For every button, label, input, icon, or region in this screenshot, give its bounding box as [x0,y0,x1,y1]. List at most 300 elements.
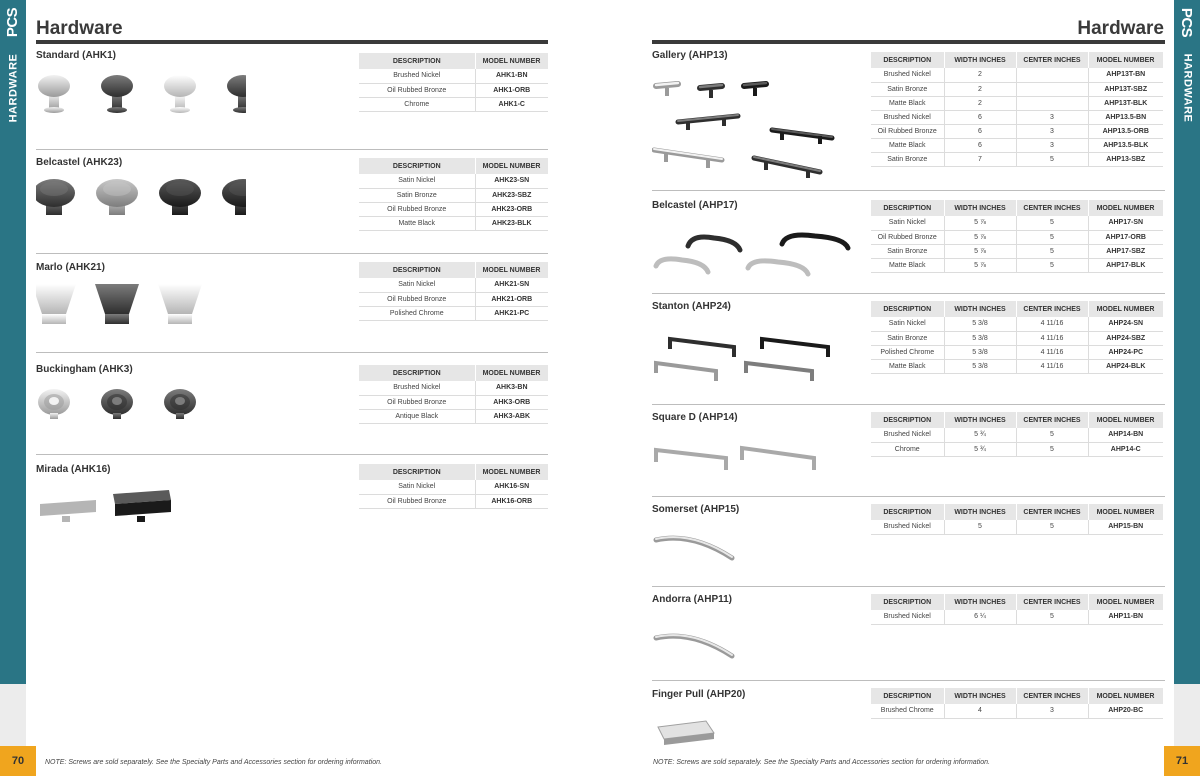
table-cell: Satin Nickel [871,216,944,230]
table-cell: 5 [1016,610,1088,624]
pull-image [742,448,814,470]
product-name: Andorra (AHP11) [652,594,733,605]
knob-image [36,179,75,215]
product-name: Belcastel (AHP17) [652,200,738,211]
table-cell: Brushed Nickel [359,69,475,83]
pull-image [746,363,812,381]
table-cell: 3 [1016,138,1088,152]
column-header: WIDTH INCHES [944,504,1016,520]
spec-table [871,688,1164,719]
product-name: Somerset (AHP15) [652,504,740,515]
table-header-row [359,464,548,480]
column-header: MODEL NUMBER [1088,688,1163,704]
column-header: MODEL NUMBER [475,158,548,174]
column-header: MODEL NUMBER [1088,504,1163,520]
spec-table [359,53,549,112]
knob-image [158,284,202,324]
table-cell: Brushed Nickel [359,381,475,395]
table-cell: AHK1-BN [475,69,548,83]
table-cell: 7 [944,152,1016,166]
side-label: HARDWARE [7,53,19,123]
table-cell: Oil Rubbed Bronze [871,230,944,244]
header-rule [652,40,1165,44]
pull-image [656,259,708,272]
column-header: MODEL NUMBER [1088,200,1163,216]
table-row [359,306,548,320]
page-number-left: 70 [0,746,36,776]
table-cell: AHP13.5-BN [1088,110,1163,124]
section-title [36,50,116,61]
table-row [359,202,548,216]
table-header-row [359,365,548,381]
table-cell: AHP11-BN [1088,610,1163,624]
column-header: DESCRIPTION [871,412,944,428]
table-row [871,138,1163,152]
table-cell: 2 [944,82,1016,96]
pull-image [754,157,820,178]
table-cell: Brushed Nickel [871,428,944,442]
section-divider [652,190,1165,191]
table-row [359,381,548,395]
column-header: WIDTH INCHES [944,688,1016,704]
table-cell: 5 [1016,428,1088,442]
knob-rect-product-images [36,480,246,560]
product-name: Standard (AHK1) [36,50,117,61]
product-name: Finger Pull (AHP20) [652,689,746,700]
table-cell: Antique Black [359,409,475,423]
table-row [871,230,1163,244]
table-row [359,97,548,111]
table-cell: Matte Black [871,258,944,272]
table-cell: Oil Rubbed Bronze [359,292,475,306]
table-cell: Satin Bronze [871,82,944,96]
knob-image [38,389,70,419]
section-title [652,301,731,312]
pull-image [656,83,678,96]
table-cell: Matte Black [871,138,944,152]
table-cell: 5 [1016,244,1088,258]
table-row [871,96,1163,110]
table-row [359,83,548,97]
table-cell: 5 ⅞ [944,244,1016,258]
table-cell: Satin Nickel [359,174,475,188]
column-header: DESCRIPTION [871,688,944,704]
table-cell: Satin Nickel [359,480,475,494]
knob-image [113,490,171,522]
table-cell: Satin Bronze [871,331,944,345]
table-cell: AHP13T-BN [1088,68,1163,82]
knob-round-product-images [36,66,246,146]
table-cell: AHP24-SBZ [1088,331,1163,345]
table-cell: 4 11/16 [1016,359,1088,373]
table-row [359,292,548,306]
spec-table [359,158,549,231]
table-cell: 5 [944,520,1016,534]
table-cell: Satin Nickel [871,317,944,331]
table-cell: AHP17-SBZ [1088,244,1163,258]
pull-image [748,261,808,274]
table-cell: AHK21-ORB [475,292,548,306]
pull-image [688,237,740,250]
spec-table [359,262,549,321]
curve2-product-images [652,610,862,690]
table-row [871,244,1163,258]
table-row [871,359,1163,373]
table-row [359,494,548,508]
table-row [871,610,1163,624]
product-name: Stanton (AHP24) [652,301,731,312]
column-header: MODEL NUMBER [475,365,548,381]
pull-image [782,235,848,248]
left-side-tab [0,0,26,776]
table-cell: Satin Bronze [359,188,475,202]
table-cell: Matte Black [871,96,944,110]
table-row [359,69,548,83]
section-divider [652,404,1165,405]
spec-table [871,594,1164,625]
knob-image [159,179,201,215]
table-cell: Polished Chrome [359,306,475,320]
table-row [871,704,1163,718]
table-cell: Polished Chrome [871,345,944,359]
table-cell: 6 [944,138,1016,152]
table-cell: AHK16-ORB [475,494,548,508]
table-cell: AHP15-BN [1088,520,1163,534]
right-side-tab [1174,0,1200,776]
page-number-right: 71 [1164,746,1200,776]
table-cell: Chrome [871,442,944,456]
table-cell: 5 3/8 [944,359,1016,373]
table-row [871,520,1163,534]
knob-image [95,284,139,324]
section-divider [652,293,1165,294]
table-row [359,480,548,494]
pull-image [656,635,732,656]
section-title [652,412,738,423]
column-header: MODEL NUMBER [1088,594,1163,610]
table-row [871,317,1163,331]
table-cell: AHK1-C [475,97,548,111]
table-cell: 4 11/16 [1016,331,1088,345]
table-row [359,216,548,230]
section-divider [652,496,1165,497]
table-row [871,345,1163,359]
table-cell: AHP17-ORB [1088,230,1163,244]
table-cell: 5 [1016,442,1088,456]
column-header: CENTER INCHES [1016,594,1088,610]
table-cell: 5 ⅞ [944,230,1016,244]
section-title [36,262,105,273]
section-title [652,689,745,700]
table-row [871,331,1163,345]
page-title-right: Hardware [1077,18,1164,39]
table-cell: Matte Black [871,359,944,373]
column-header: WIDTH INCHES [944,594,1016,610]
column-header: CENTER INCHES [1016,52,1088,68]
section-title [652,50,728,61]
product-name: Belcastel (AHK23) [36,157,123,168]
table-cell: 3 [1016,704,1088,718]
column-header: CENTER INCHES [1016,200,1088,216]
footer-note-left: NOTE: Screws are sold separately. See the Specialty Parts and Accessories section for ordering information. [45,759,382,766]
column-header: CENTER INCHES [1016,688,1088,704]
table-cell: 4 11/16 [1016,345,1088,359]
table-cell: Oil Rubbed Bronze [359,202,475,216]
table-row [871,82,1163,96]
table-cell: AHP24-BLK [1088,359,1163,373]
table-row [871,124,1163,138]
table-cell: Oil Rubbed Bronze [871,124,944,138]
table-header-row [871,52,1163,68]
table-cell: AHK23-ORB [475,202,548,216]
section-divider [36,352,548,353]
table-header-row [871,594,1163,610]
spec-table [871,52,1164,167]
table-cell: 6 [944,110,1016,124]
section-title [652,200,738,211]
table-header-row [871,200,1163,216]
table-cell: 5 3/8 [944,331,1016,345]
table-cell: Oil Rubbed Bronze [359,494,475,508]
table-cell: Satin Bronze [871,152,944,166]
spec-table [359,365,549,424]
pull-image [772,129,832,144]
knob-image [101,389,133,419]
section-title [652,594,732,605]
table-cell: Satin Bronze [871,244,944,258]
table-cell: AHK21-PC [475,306,548,320]
column-header: WIDTH INCHES [944,301,1016,317]
table-cell: AHP17-BLK [1088,258,1163,272]
column-header: DESCRIPTION [359,53,475,69]
knob-square-product-images [36,278,246,358]
table-cell: 4 [944,704,1016,718]
table-header-row [359,53,548,69]
table-cell: 5 ⅞ [944,216,1016,230]
table-cell [1016,82,1088,96]
section-title [36,364,133,375]
column-header: WIDTH INCHES [944,52,1016,68]
table-cell: 5 ¾ [944,442,1016,456]
table-cell: AHP13.5-BLK [1088,138,1163,152]
pull-image [744,83,766,96]
section-divider [652,586,1165,587]
table-cell: 5 3/8 [944,317,1016,331]
column-header: DESCRIPTION [359,158,475,174]
product-name: Marlo (AHK21) [36,262,105,273]
table-header-row [871,412,1163,428]
product-name: Gallery (AHP13) [652,50,728,61]
footer-note-right: NOTE: Screws are sold separately. See the Specialty Parts and Accessories section for ordering information. [653,759,990,766]
knob-mush-product-images [36,173,246,253]
table-cell: 3 [1016,110,1088,124]
knob-image [222,179,246,215]
knob-image [38,75,70,113]
table-header-row [871,688,1163,704]
table-row [871,216,1163,230]
column-header: DESCRIPTION [359,464,475,480]
knob-ring-product-images [36,380,246,460]
brand-logo: PCS [1178,7,1196,37]
pull-image [656,537,732,558]
table-cell: AHP14-C [1088,442,1163,456]
column-header: DESCRIPTION [871,301,944,317]
column-header: MODEL NUMBER [1088,301,1163,317]
table-cell: AHP13-SBZ [1088,152,1163,166]
table-cell: 4 11/16 [1016,317,1088,331]
table-cell: AHK23-SN [475,174,548,188]
knob-image [164,75,196,113]
table-row [359,188,548,202]
column-header: CENTER INCHES [1016,412,1088,428]
column-header: DESCRIPTION [871,504,944,520]
table-cell: AHP20-BC [1088,704,1163,718]
table-cell: Brushed Chrome [871,704,944,718]
table-cell: 2 [944,68,1016,82]
table-cell: AHP24-SN [1088,317,1163,331]
table-cell: AHK3-ORB [475,395,548,409]
table-cell: Chrome [359,97,475,111]
column-header: CENTER INCHES [1016,504,1088,520]
product-name: Buckingham (AHK3) [36,364,133,375]
table-cell: 5 ¾ [944,428,1016,442]
table-row [359,174,548,188]
table-cell: AHP13T-BLK [1088,96,1163,110]
knob-image [164,389,196,419]
spec-table [871,301,1164,374]
table-cell: AHP24-PC [1088,345,1163,359]
table-cell: 5 [1016,230,1088,244]
table-row [871,152,1163,166]
table-row [359,409,548,423]
section-divider [36,253,548,254]
table-cell: 2 [944,96,1016,110]
pull-image [678,115,738,130]
table-cell: Matte Black [359,216,475,230]
column-header: MODEL NUMBER [475,262,548,278]
spec-table [359,464,549,509]
knob-image [96,179,138,215]
spec-table [871,504,1164,535]
spec-table [871,200,1164,273]
table-cell: 5 ⅞ [944,258,1016,272]
table-row [871,68,1163,82]
table-cell: 6 [944,124,1016,138]
table-row [871,442,1163,456]
pull-image [658,721,714,745]
section-divider [36,454,548,455]
knob-image [101,75,133,113]
table-cell: 5 [1016,152,1088,166]
table-cell: Oil Rubbed Bronze [359,395,475,409]
section-title [36,464,110,475]
column-header: DESCRIPTION [359,365,475,381]
brand-logo: PCS [4,7,22,37]
finger-product-images [652,705,862,776]
table-cell: 5 [1016,216,1088,230]
table-cell: AHK23-BLK [475,216,548,230]
pull-image [670,339,734,357]
table-cell: Brushed Nickel [871,610,944,624]
knob-image [38,490,96,522]
table-cell: Oil Rubbed Bronze [359,83,475,97]
table-cell: AHP17-SN [1088,216,1163,230]
table-row [871,110,1163,124]
table-cell [1016,96,1088,110]
table-cell: 6 ¼ [944,610,1016,624]
column-header: DESCRIPTION [871,594,944,610]
table-cell: Brushed Nickel [871,520,944,534]
column-header: DESCRIPTION [871,52,944,68]
table-header-row [359,262,548,278]
table-cell: 5 3/8 [944,345,1016,359]
column-header: CENTER INCHES [1016,301,1088,317]
table-row [871,258,1163,272]
table-cell: AHP13.5-ORB [1088,124,1163,138]
spec-table [871,412,1164,457]
column-header: WIDTH INCHES [944,412,1016,428]
pull-image [656,363,716,381]
column-header: WIDTH INCHES [944,200,1016,216]
table-cell: AHK3-BN [475,381,548,395]
column-header: DESCRIPTION [359,262,475,278]
pull-image [762,339,828,357]
table-cell: AHK16-SN [475,480,548,494]
table-row [871,428,1163,442]
table-cell: AHK21-SN [475,278,548,292]
table-cell: Brushed Nickel [871,68,944,82]
column-header: DESCRIPTION [871,200,944,216]
stanton-product-images [652,317,862,397]
pull-image [656,450,726,470]
knob-image [36,284,76,324]
section-title [652,504,739,515]
product-name: Square D (AHP14) [652,412,738,423]
product-name: Mirada (AHK16) [36,464,111,475]
section-divider [36,149,548,150]
pull-image [654,149,722,168]
curve-product-images [652,520,862,600]
side-label: HARDWARE [1181,53,1193,123]
table-cell: Satin Nickel [359,278,475,292]
pull-image [700,85,722,98]
table-header-row [871,301,1163,317]
section-title [36,157,122,168]
section-divider [652,680,1165,681]
column-header: MODEL NUMBER [1088,412,1163,428]
table-cell: 5 [1016,258,1088,272]
column-header: MODEL NUMBER [1088,52,1163,68]
table-cell: AHK23-SBZ [475,188,548,202]
page-title-left: Hardware [36,18,123,39]
column-header: MODEL NUMBER [475,53,548,69]
header-rule [36,40,548,44]
table-header-row [871,504,1163,520]
arch-product-images [652,216,862,296]
table-cell: AHK1-ORB [475,83,548,97]
table-cell: Brushed Nickel [871,110,944,124]
table-cell: AHK3-ABK [475,409,548,423]
table-header-row [359,158,548,174]
table-cell: 3 [1016,124,1088,138]
gallery-product-images [652,66,872,186]
table-row [359,395,548,409]
table-row [359,278,548,292]
table-cell: AHP14-BN [1088,428,1163,442]
table-cell: 5 [1016,520,1088,534]
column-header: MODEL NUMBER [475,464,548,480]
table-cell: AHP13T-SBZ [1088,82,1163,96]
